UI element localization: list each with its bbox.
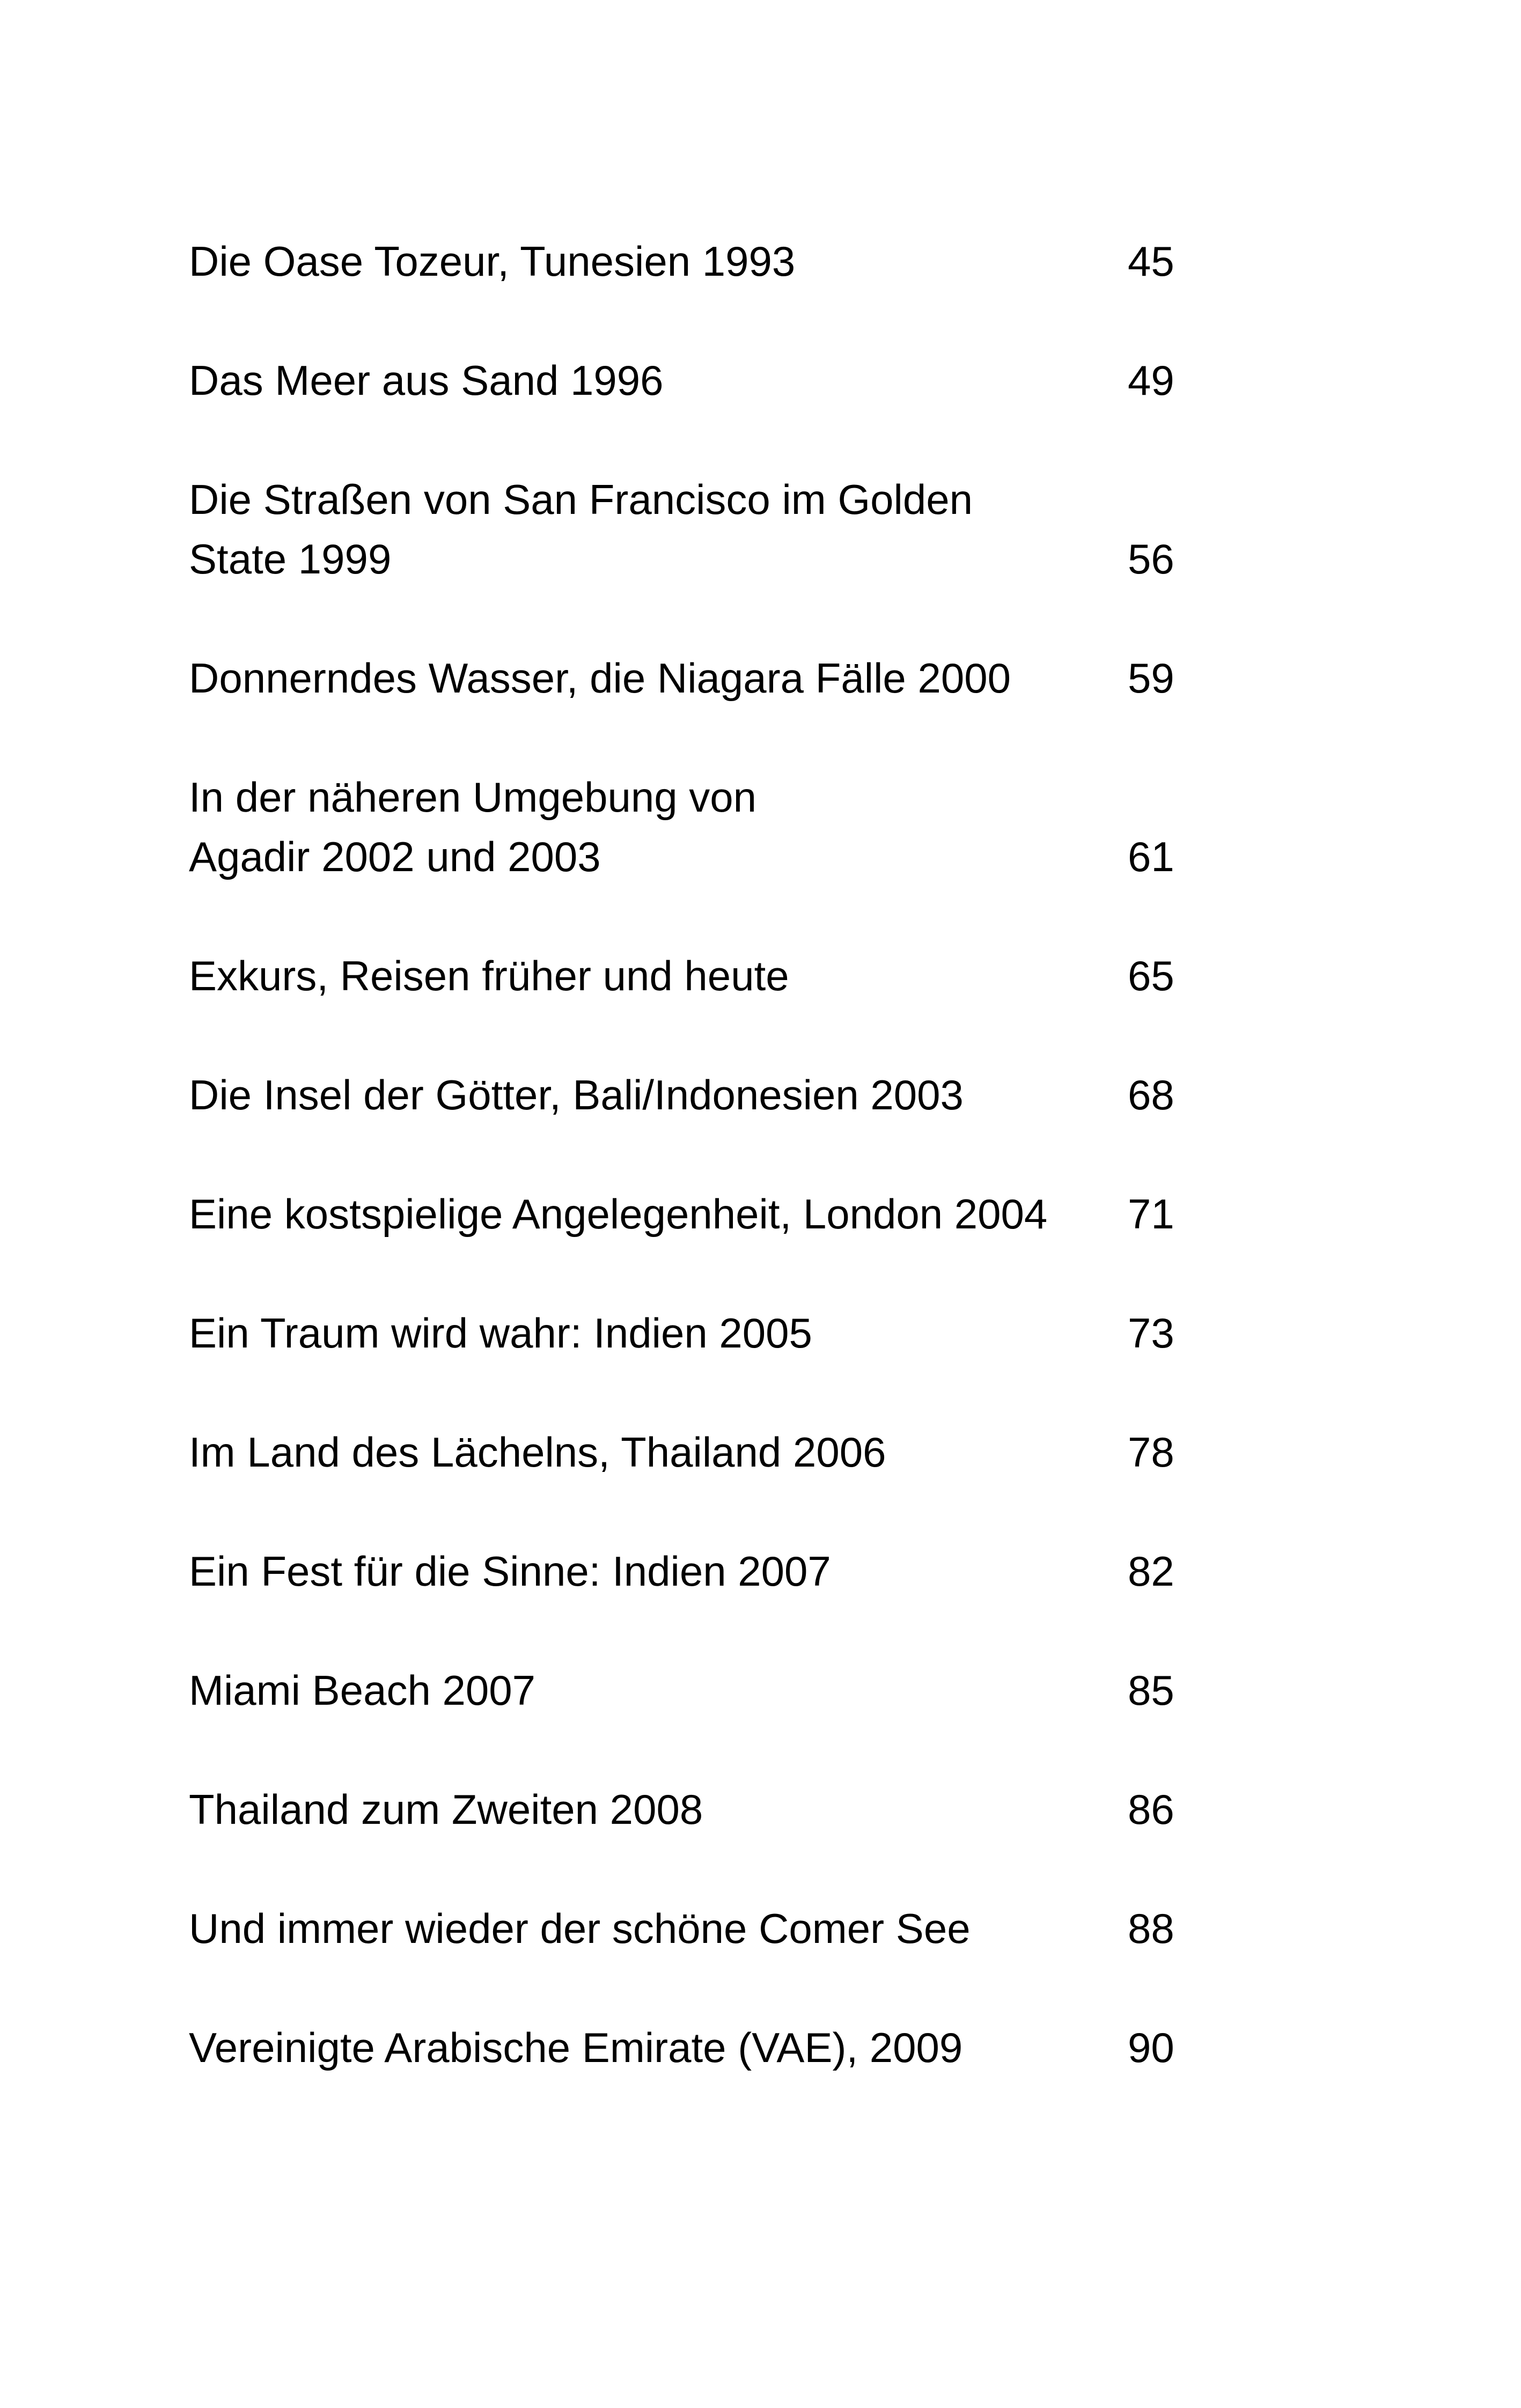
toc-entry xyxy=(189,768,1197,887)
toc-entry-title: Die Insel der Götter, Bali/Indonesien 2003 xyxy=(189,1071,964,1118)
toc-entry-title: Vereinigte Arabische Emirate (VAE), 2009 xyxy=(189,2024,963,2071)
toc-entry xyxy=(189,1304,1197,1363)
toc-entry-page-number: 78 xyxy=(1128,1428,1174,1476)
toc-entry xyxy=(189,1780,1197,1839)
toc-entry-title: Im Land des Lächelns, Thailand 2006 xyxy=(189,1428,886,1476)
toc-entry xyxy=(189,1065,1197,1125)
toc-entry xyxy=(189,2018,1197,2078)
toc-entry-title: Ein Traum wird wahr: Indien 2005 xyxy=(189,1309,812,1357)
toc-entry-title: In der näheren Umgebung von Agadir 2002 und 2003 xyxy=(189,774,757,880)
toc-entry-page-number: 61 xyxy=(1128,833,1174,880)
toc-entry-page-number: 56 xyxy=(1128,535,1174,583)
toc-entry-title: Die Oase Tozeur, Tunesien 1993 xyxy=(189,238,796,285)
toc-entry xyxy=(189,470,1197,589)
toc-entry-page-number: 86 xyxy=(1128,1786,1174,1833)
toc-entry-title: Donnerndes Wasser, die Niagara Fälle 2000 xyxy=(189,654,1011,702)
toc-entry-title: Die Straßen von San Francisco im Golden State 1999 xyxy=(189,476,973,583)
toc-entry-page-number: 88 xyxy=(1128,1905,1174,1952)
toc-entry-title: Thailand zum Zweiten 2008 xyxy=(189,1786,703,1833)
toc-entry xyxy=(189,351,1197,410)
toc-entry xyxy=(189,946,1197,1006)
toc-entry-title: Eine kostspielige Angelegenheit, London 2004 xyxy=(189,1190,1048,1238)
toc-entry-page-number: 59 xyxy=(1128,654,1174,702)
toc-entry-page-number: 71 xyxy=(1128,1190,1174,1238)
toc-entry xyxy=(189,1184,1197,1244)
toc-entry xyxy=(189,1661,1197,1720)
toc-entry-page-number: 85 xyxy=(1128,1667,1174,1714)
toc-entry-title: Ein Fest für die Sinne: Indien 2007 xyxy=(189,1548,831,1595)
toc-entry-page-number: 68 xyxy=(1128,1071,1174,1118)
toc-entry-page-number: 90 xyxy=(1128,2024,1174,2071)
table-of-contents xyxy=(189,232,1197,2137)
toc-entry-page-number: 45 xyxy=(1128,238,1174,285)
toc-entry-title: Das Meer aus Sand 1996 xyxy=(189,357,664,404)
toc-entry-title: Miami Beach 2007 xyxy=(189,1667,536,1714)
toc-entry-page-number: 65 xyxy=(1128,952,1174,999)
toc-entry xyxy=(189,1423,1197,1482)
toc-entry-page-number: 49 xyxy=(1128,357,1174,404)
toc-entry xyxy=(189,1899,1197,1958)
toc-entry xyxy=(189,1542,1197,1601)
toc-entry-page-number: 82 xyxy=(1128,1548,1174,1595)
toc-entry-title: Exkurs, Reisen früher und heute xyxy=(189,952,789,999)
toc-entry xyxy=(189,232,1197,291)
toc-entry-page-number: 73 xyxy=(1128,1309,1174,1357)
toc-entry-title: Und immer wieder der schöne Comer See xyxy=(189,1905,971,1952)
toc-entry xyxy=(189,649,1197,708)
